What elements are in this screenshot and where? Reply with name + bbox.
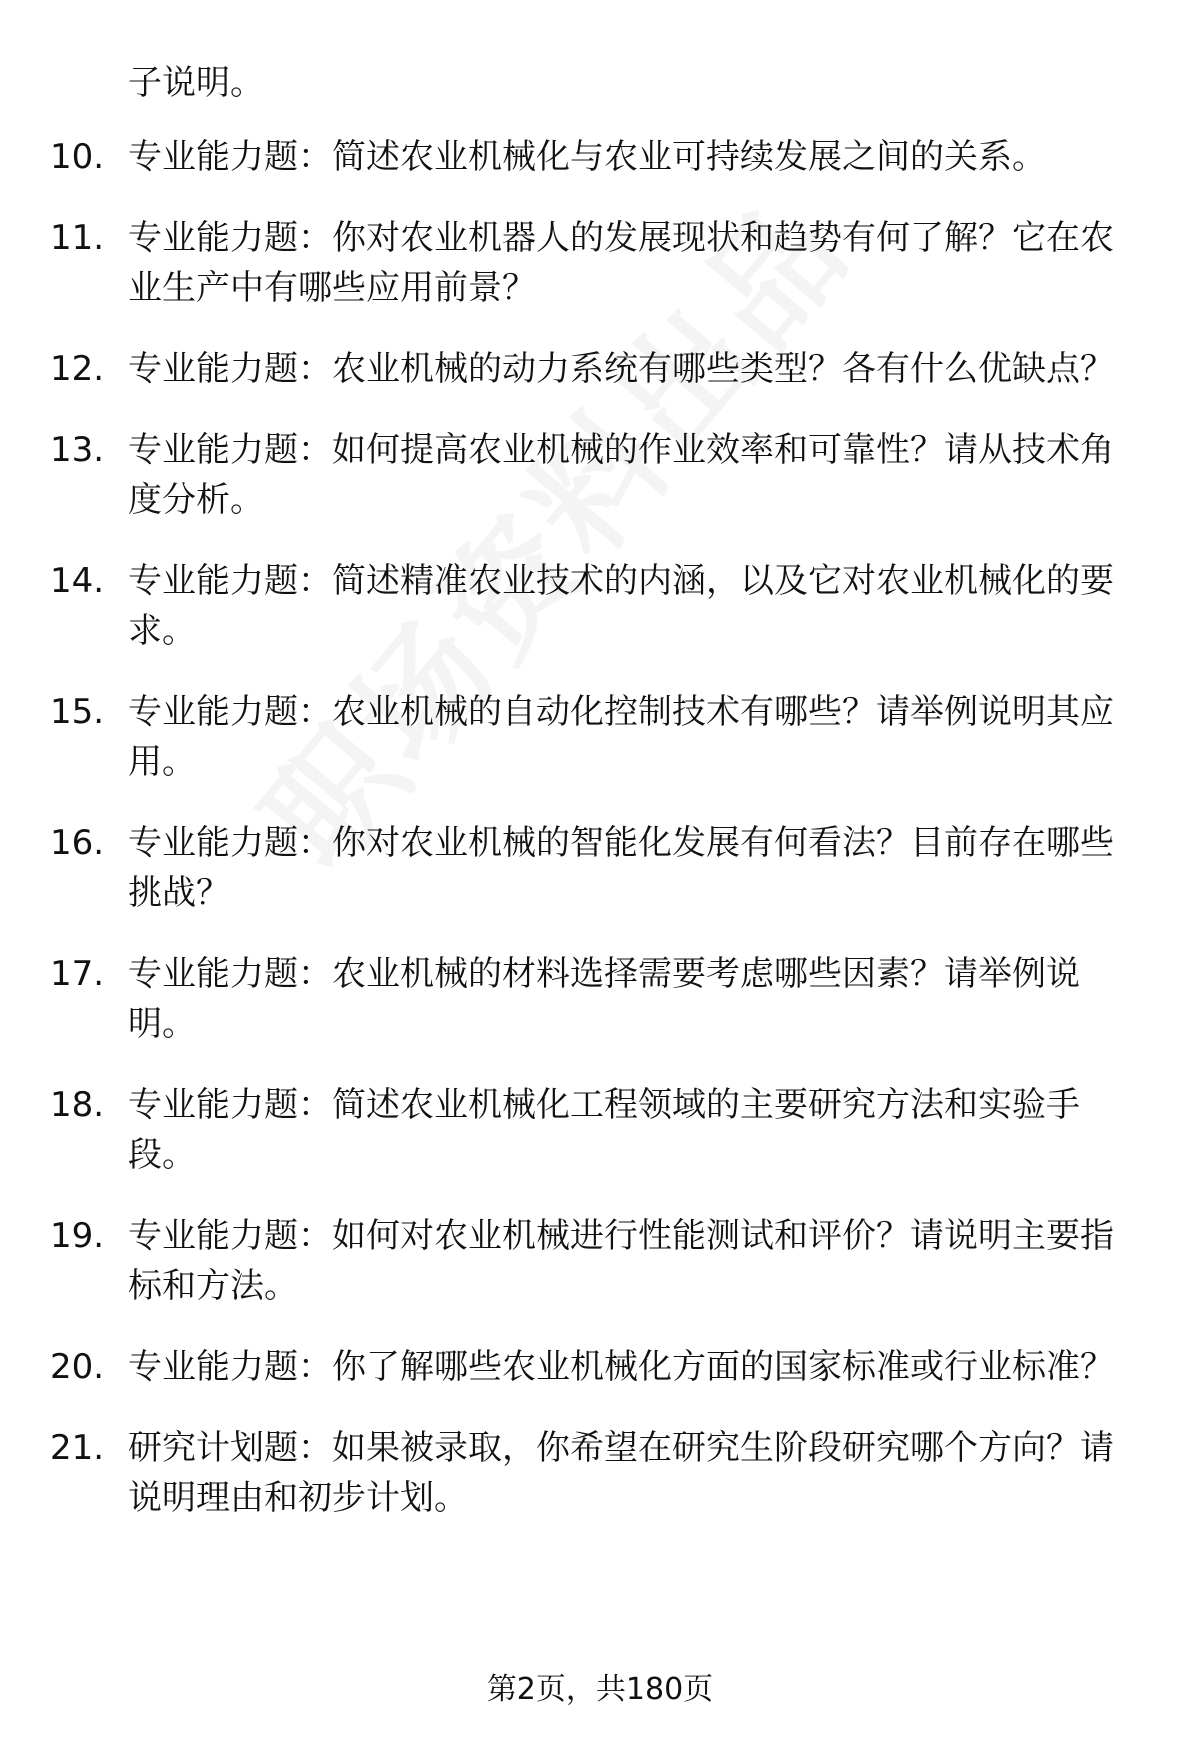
list-item-13	[0, 425, 1200, 525]
item-text: 专业能力题：简述农业机械化工程领域的主要研究方法和实验手段。	[128, 1085, 1080, 1175]
list-item-14	[0, 556, 1200, 656]
question-list	[0, 132, 1200, 1554]
list-item-17	[0, 949, 1200, 1049]
list-item-10	[0, 132, 1200, 182]
item-number: 12.	[50, 349, 105, 389]
item-number: 16.	[50, 823, 105, 863]
item-number: 15.	[50, 692, 105, 732]
item-text: 专业能力题：简述农业机械化与农业可持续发展之间的关系。	[128, 137, 1046, 177]
item-number: 10.	[50, 137, 105, 177]
item-number: 19.	[50, 1216, 105, 1256]
item-text: 专业能力题：你对农业机械的智能化发展有何看法？目前存在哪些挑战？	[128, 823, 1114, 913]
item-text: 专业能力题：你对农业机器人的发展现状和趋势有何了解？它在农业生产中有哪些应用前景？	[128, 218, 1114, 308]
list-item-21	[0, 1423, 1200, 1523]
item-number: 20.	[50, 1347, 105, 1387]
item-text: 专业能力题：简述精准农业技术的内涵，以及它对农业机械化的要求。	[128, 561, 1114, 651]
item-number: 17.	[50, 954, 105, 994]
item-number: 21.	[50, 1428, 105, 1468]
list-item-20	[0, 1342, 1200, 1392]
list-item-19	[0, 1211, 1200, 1311]
item-text: 专业能力题：农业机械的自动化控制技术有哪些？请举例说明其应用。	[128, 692, 1114, 782]
item-text: 专业能力题：你了解哪些农业机械化方面的国家标准或行业标准？	[128, 1347, 1114, 1387]
list-item-16	[0, 818, 1200, 918]
continuation-text: 子说明。	[128, 63, 264, 103]
item-text: 专业能力题：如何提高农业机械的作业效率和可靠性？请从技术角度分析。	[128, 430, 1114, 520]
item-text: 专业能力题：农业机械的动力系统有哪些类型？各有什么优缺点？	[128, 349, 1114, 389]
item-number: 18.	[50, 1085, 105, 1125]
item-number: 13.	[50, 430, 105, 470]
list-item-11	[0, 213, 1200, 313]
item-text: 专业能力题：农业机械的材料选择需要考虑哪些因素？请举例说明。	[128, 954, 1080, 1044]
item-text: 专业能力题：如何对农业机械进行性能测试和评价？请说明主要指标和方法。	[128, 1216, 1114, 1306]
list-item-18	[0, 1080, 1200, 1180]
page-footer: 第2页，共180页	[486, 1672, 714, 1707]
item-text: 研究计划题：如果被录取，你希望在研究生阶段研究哪个方向？请说明理由和初步计划。	[128, 1428, 1114, 1518]
item-number: 14.	[50, 561, 105, 601]
item-number: 11.	[50, 218, 105, 258]
list-item-15	[0, 687, 1200, 787]
list-item-12	[0, 344, 1200, 394]
